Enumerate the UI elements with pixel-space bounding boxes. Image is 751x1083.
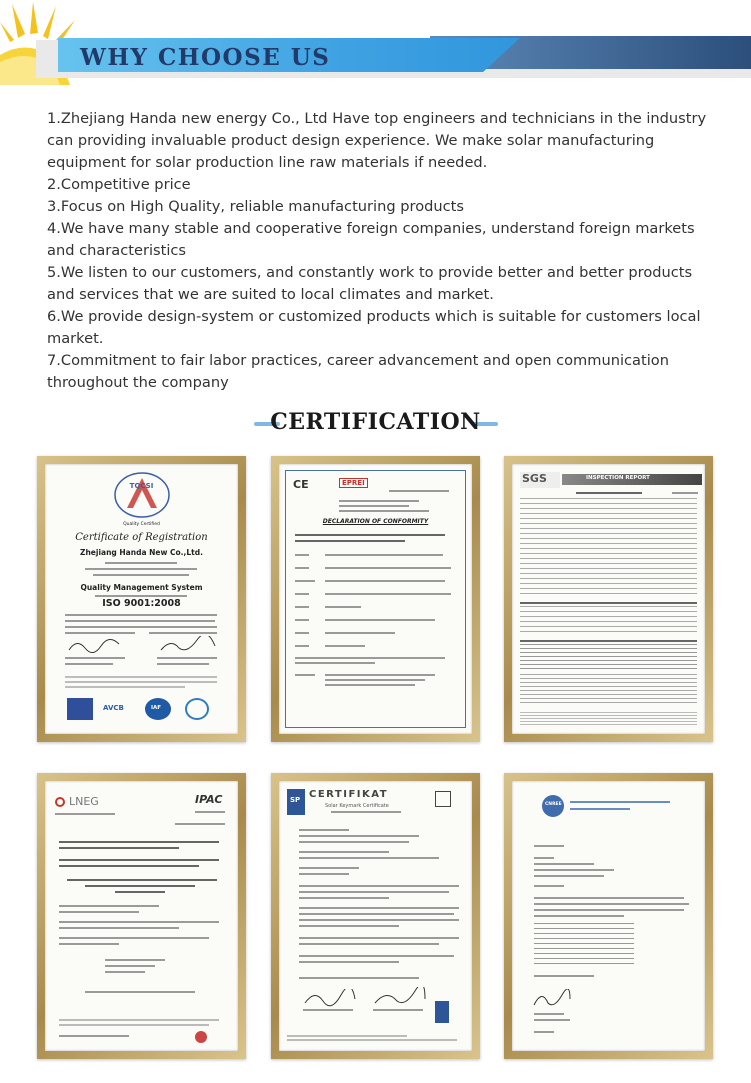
cert-subheading: Solar Keymark Certificate: [325, 803, 389, 809]
signature-icon: [157, 636, 217, 654]
header-banner: [0, 0, 751, 85]
certificate-sgs-report[interactable]: [504, 456, 713, 742]
ipac-logo-icon: IPAC: [195, 793, 223, 806]
certificate-document: [512, 464, 705, 734]
list-item: 6.We provide design-system or customized products which is suitable for customers local market.: [47, 308, 701, 347]
list-item: 7.Commitment to fair labor practices, career advancement and open communication throughout the company: [47, 352, 669, 391]
company-name: Zhejiang Handa New Co.,Ltd.: [80, 548, 203, 557]
footer-logo: AVCB: [103, 704, 124, 712]
standard-name: ISO 9001:2008: [102, 598, 181, 609]
signature-icon: [303, 989, 357, 1007]
certificate-lneg[interactable]: [37, 773, 246, 1059]
list-item: 2.Competitive price: [47, 176, 191, 193]
signature-icon: [532, 989, 572, 1009]
org-name: EPREI: [339, 478, 368, 488]
list-item: 4.We have many stable and cooperative foreign companies, understand foreign markets and characteristics: [47, 220, 695, 259]
certificate-solar-keymark[interactable]: [271, 773, 480, 1059]
list-item: 3.Focus on High Quality, reliable manufacturing products: [47, 198, 464, 215]
system-name: Quality Management System: [80, 583, 203, 592]
certificate-document: [45, 781, 238, 1051]
lneg-logo-icon: [55, 797, 65, 807]
org-name: CNREE: [545, 802, 562, 807]
subtitle: Quality Certified: [123, 522, 160, 527]
footer-logo: IAF: [151, 705, 162, 711]
certificate-document: [279, 464, 472, 734]
page-title: WHY CHOOSE US: [80, 44, 331, 71]
tqcsi-logo-icon: [113, 470, 171, 520]
accreditation-logo-icon: [185, 698, 209, 720]
section-title: CERTIFICATION: [270, 409, 481, 435]
list-item: 1.Zhejiang Handa new energy Co., Ltd Have top engineers and technicians in the industry can providing invaluable product design experience. We make solar manufacturing equipment for solar production line raw materials if needed.: [47, 110, 707, 171]
signature-icon: [67, 638, 127, 654]
certificate-document: [512, 781, 705, 1051]
list-item: 5.We listen to our customers, and constantly work to provide better and better products and services that we are suited to local climates and market.: [47, 264, 693, 303]
certificate-cnree[interactable]: [504, 773, 713, 1059]
org-name: TQCSI: [129, 482, 154, 490]
cert-heading: DECLARATION OF CONFORMITY: [322, 518, 429, 525]
certificate-document: [45, 464, 238, 734]
certificate-ce[interactable]: [271, 456, 480, 742]
ce-mark-icon: CE: [293, 478, 309, 491]
sgs-logo-icon: SGS: [522, 472, 547, 485]
certificate-document: [279, 781, 472, 1051]
cert-heading: CERTIFIKAT: [309, 789, 389, 800]
cert-heading: INSPECTION REPORT: [586, 475, 650, 481]
certification-heading: [0, 405, 751, 441]
reasons-list: [47, 108, 717, 394]
org-name: LNEG: [69, 795, 99, 808]
org-name: SP: [290, 796, 301, 804]
cert-heading: Certificate of Registration: [75, 532, 208, 543]
certificate-iso9001[interactable]: [37, 456, 246, 742]
accreditation-logo-icon: [67, 698, 93, 720]
signature-icon: [373, 987, 427, 1007]
